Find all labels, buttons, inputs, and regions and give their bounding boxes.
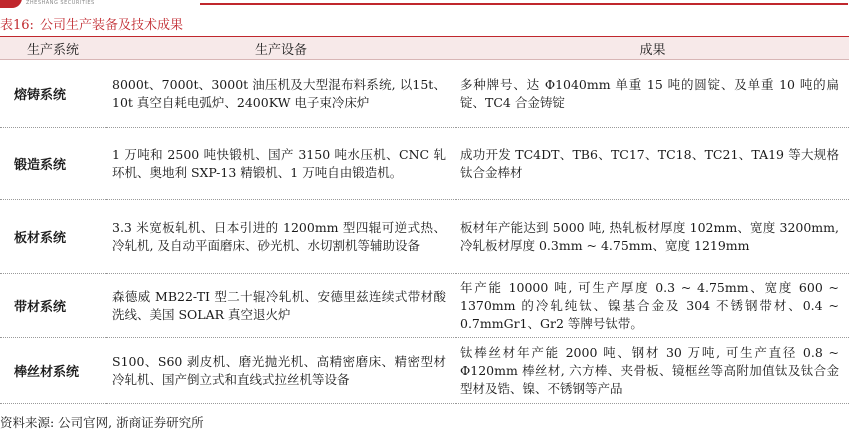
cell-results: 成功开发 TC4DT、TB6、TC17、TC18、TC21、TA19 等大规格钛合金棒材	[456, 128, 849, 200]
table-header-row	[0, 37, 849, 60]
brand-header	[0, 0, 852, 10]
cell-results: 年产能 10000 吨, 可生产厚度 0.3 ~ 4.75mm、宽度 600 ~ 1370mm 的冷轧纯钛、镍基合金及 304 不锈钢带材、0.4 ~ 0.7mmGr1、Gr2 等牌号钛带。	[456, 274, 849, 338]
cell-system: 棒丝材系统	[0, 338, 106, 404]
equipment-table	[0, 36, 849, 404]
cell-results: 多种牌号、达 Φ1040mm 单重 15 吨的圆锭、及单重 10 吨的扁锭、TC4 合金铸锭	[456, 60, 849, 128]
cell-results: 钛棒丝材年产能 2000 吨、钢材 30 万吨, 可生产直径 0.8 ~ Φ120mm 棒丝材, 六方棒、夹骨板、镜框丝等高附加值钛及钛合金型材及锆、镍、不锈钢等产品	[456, 338, 849, 404]
brand-divider	[200, 3, 848, 5]
cell-system: 锻造系统	[0, 128, 106, 200]
cell-system: 熔铸系统	[0, 60, 106, 128]
cell-equipment: 森德威 MB22-TI 型二十辊冷轧机、安德里兹连续式带材酸洗线、美国 SOLAR 真空退火炉	[106, 274, 456, 338]
table-title: 公司生产装备及技术成果	[39, 18, 183, 33]
cell-equipment: 1 万吨和 2500 吨快锻机、国产 3150 吨水压机、CNC 轧环机、奥地利 SXP-13 精锻机、1 万吨自由锻造机。	[106, 128, 456, 200]
header-system: 生产系统	[0, 37, 106, 60]
cell-results: 板材年产能达到 5000 吨, 热轧板材厚度 102mm、宽度 3200mm, 冷轧板材厚度 0.3mm ~ 4.75mm、宽度 1219mm	[456, 200, 849, 274]
source-note: 资料来源: 公司官网, 浙商证券研究所	[0, 415, 204, 430]
table-number: 表16:	[0, 18, 34, 33]
table-row-forging	[0, 128, 849, 200]
table-row-casting	[0, 60, 849, 128]
header-results: 成果	[456, 37, 849, 60]
cell-system: 板材系统	[0, 200, 106, 274]
table-row-plate	[0, 200, 849, 274]
cell-equipment: 8000t、7000t、3000t 油压机及大型混布料系统, 以15t、10t 真空自耗电弧炉、2400KW 电子束冷床炉	[106, 60, 456, 128]
table-row-strip	[0, 274, 849, 338]
cell-equipment: 3.3 米宽板轧机、日本引进的 1200mm 型四辊可逆式热、冷轧机, 及自动平面磨床、砂光机、水切割机等辅助设备	[106, 200, 456, 274]
table-row-bar-wire	[0, 338, 849, 404]
cell-system: 带材系统	[0, 274, 106, 338]
cell-equipment: S100、S60 剥皮机、磨光抛光机、高精密磨床、精密型材冷轧机、国产倒立式和直线式拉丝机等设备	[106, 338, 456, 404]
header-equipment: 生产设备	[106, 37, 456, 60]
table-caption	[0, 14, 183, 33]
brand-english-name: ZHESHANG SECURITIES	[26, 0, 95, 6]
brand-logo-icon	[0, 0, 22, 8]
